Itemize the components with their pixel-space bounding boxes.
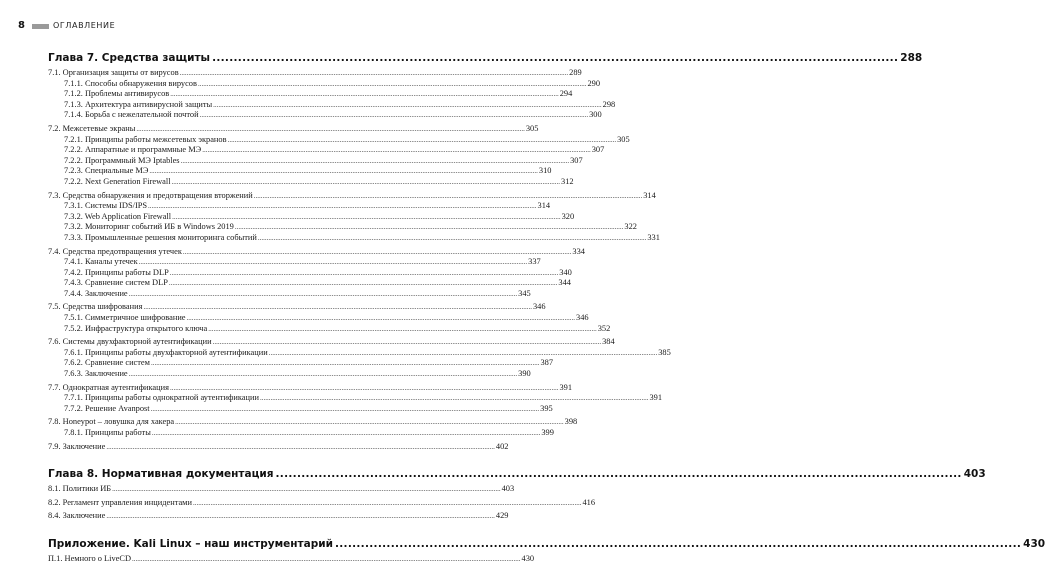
toc-page-number: 403 [963,468,986,481]
toc-subsection [48,403,553,415]
dot-leader [148,201,537,212]
toc-label: 7.3.3. Промышленные решения мониторинга событий [64,232,257,242]
dot-leader [258,233,647,244]
toc-label: 7.7.1. Принципы работы однократной аутентификации [64,393,259,403]
toc-page-number: 402 [495,441,509,451]
toc-page-number: 429 [495,511,509,521]
toc-label: 7.2.3. Специальные МЭ [64,166,149,176]
toc-label: 7.5. Средства шифрования [48,302,143,312]
toc-page-number: 337 [528,257,541,267]
dot-leader [172,212,561,223]
dot-leader [143,302,532,313]
toc-page-number: 334 [572,246,585,256]
dot-leader [260,393,649,404]
dot-leader [213,337,602,348]
toc-page-number: 322 [624,222,637,232]
toc-subsection [48,323,611,335]
toc-subsection [48,369,531,380]
toc-subsection [48,134,630,146]
toc-page-number: 346 [576,313,589,323]
toc-subsection [48,99,616,111]
toc-chapter [48,51,923,65]
toc-page-number: 416 [582,497,596,507]
toc-page-number: 290 [587,78,601,88]
toc-page-number: 305 [525,123,539,133]
dot-leader [198,79,587,90]
toc-label: Приложение. Kali Linux – наш инструментарий [48,537,333,550]
toc-page-number: 298 [602,99,616,109]
toc-label: 7.3. Средства обнаружения и предотвращения вторжений [48,190,253,200]
toc-subsection [48,222,637,233]
toc-page-number: 385 [658,347,671,357]
toc-subsection [48,211,575,223]
dot-leader [170,89,559,100]
toc-subsection [48,278,571,289]
toc-label: 8.4. Заключение [48,511,106,521]
toc-label: 7.1.4. Борьба с нежелательной почтой [64,110,199,120]
toc-label: 7.8. Honeypot – ловушка для хакера [48,417,175,427]
dot-leader [213,100,602,111]
toc-page-number: 294 [559,89,573,99]
toc-label: 7.1.2. Проблемы антивирусов [64,89,170,99]
dot-leader [335,537,1021,551]
toc-page-number: 398 [564,417,578,427]
toc-page-number: 289 [569,68,582,77]
toc-label: 7.4.1. Каналы утечек [64,257,138,267]
toc-subsection [48,428,554,439]
toc-page-number: 391 [559,382,573,392]
dot-leader [129,369,518,380]
toc-section [48,68,582,79]
toc-label: 7.5.1. Симметричное шифрование [64,313,186,323]
toc-page-number: 430 [521,553,535,563]
toc-label: П.1. Немного о LiveCD [48,553,132,563]
toc-label: Глава 7. Средства защиты [48,52,211,64]
toc-label: 7.1.1. Способы обнаружения вирусов [64,78,197,88]
toc-subsection [48,155,583,167]
toc-label: 8.1. Политики ИБ [48,484,112,494]
table-of-contents [48,51,1045,565]
toc-label: 7.8.1. Принципы работы [64,428,151,437]
toc-label: 7.2. Межсетевые экраны [48,123,136,133]
dot-leader [187,313,576,324]
dot-leader [254,191,643,202]
toc-page-number: 387 [540,358,554,368]
dot-leader [170,268,559,279]
page-header [18,20,380,34]
running-header-title: ОГЛАВЛЕНИЕ [53,21,116,30]
toc-chapter [48,537,1045,551]
dot-leader [152,428,541,439]
dot-leader [136,124,525,135]
dot-leader [175,417,564,428]
dot-leader [106,442,495,453]
toc-page-number: 310 [538,166,552,176]
toc-subsection [48,78,601,90]
dot-leader [183,247,572,258]
toc-label: 7.7. Однократная аутентификация [48,382,169,392]
toc-page-number: 340 [559,267,572,277]
toc-subsection [48,110,602,121]
dot-leader [208,324,597,335]
dot-leader [193,498,582,509]
toc-section [48,553,535,565]
toc-page-number: 320 [561,211,575,221]
toc-page-number: 345 [518,288,531,298]
toc-label: 7.4.3. Сравнение систем DLP [64,278,168,288]
toc-subsection [48,176,574,188]
toc-label: 7.3.1. Системы IDS/IPS [64,201,148,211]
dot-leader [170,383,559,394]
toc-label: 7.4.4. Заключение [64,288,128,298]
dot-leader [276,467,962,481]
toc-subsection [48,347,671,359]
dot-leader [172,177,561,188]
toc-section [48,123,539,135]
toc-page-number: 307 [591,145,605,155]
toc-subsection [48,313,589,324]
header-divider [32,24,49,29]
toc-page-number: 395 [540,403,553,413]
toc-section [48,337,615,348]
toc-section [48,441,509,453]
toc-page-number: 352 [597,323,611,333]
toc-section [48,417,578,428]
toc-subsection [48,232,660,244]
toc-subsection [48,145,605,156]
toc-label: 8.2. Регламент управления инцидентами [48,497,192,507]
dot-leader [149,166,538,177]
dot-leader [139,257,528,268]
dot-leader [181,156,570,167]
toc-page-number: 314 [537,201,551,211]
toc-label: 7.1. Организация защиты от вирусов [48,68,179,77]
toc-subsection [48,166,552,177]
toc-subsection [48,267,572,279]
toc-page-number: 344 [558,278,571,288]
toc-label: 7.2.2. Next Generation Firewall [64,176,171,186]
toc-page-number: 403 [501,484,515,494]
dot-leader [200,110,589,121]
dot-leader [269,348,658,359]
dot-leader [106,511,495,522]
toc-section [48,246,585,258]
toc-label: 7.6.2. Сравнение систем [64,358,150,368]
toc-subsection [48,201,551,212]
toc-page-number: 300 [589,110,602,120]
toc-label: 7.2.2. Аппаратные и программные МЭ [64,145,202,155]
toc-page-number: 288 [900,52,923,64]
toc-page-number: 314 [643,190,656,200]
toc-chapter [48,467,986,481]
toc-subsection [48,393,663,404]
toc-subsection [48,257,541,268]
toc-label: 7.2.1. Принципы работы межсетевых экранов [64,134,227,144]
toc-subsection [48,358,554,369]
toc-page-number: 384 [602,337,615,347]
dot-leader [202,145,591,156]
toc-label: 7.7.2. Решение Avanpost [64,403,150,413]
toc-label: 7.5.2. Инфраструктура открытого ключа [64,323,208,333]
dot-leader [212,51,898,65]
toc-label: 7.1.3. Архитектура антивирусной защиты [64,99,213,109]
toc-label: Глава 8. Нормативная документация [48,468,274,481]
dot-leader [228,135,617,146]
page-number: 8 [18,20,25,31]
dot-leader [132,554,521,565]
dot-leader [235,222,624,233]
dot-leader [151,404,540,415]
dot-leader [151,358,540,369]
toc-label: 7.4. Средства предотвращения утечек [48,246,182,256]
toc-subsection [48,89,573,100]
toc-section [48,382,573,394]
toc-section [48,484,515,495]
dot-leader [169,278,558,289]
toc-page-number: 307 [570,155,583,165]
toc-label: 7.3.2. Мониторинг событий ИБ в Windows 2019 [64,222,234,232]
toc-section [48,302,546,313]
toc-label: 7.4.2. Принципы работы DLP [64,267,169,277]
toc-section [48,497,596,509]
toc-page-number: 430 [1023,537,1045,550]
toc-label: 7.6.1. Принципы работы двухфакторной аутентификации [64,347,268,357]
dot-leader [180,68,569,79]
dot-leader [129,289,518,300]
toc-label: 7.6.3. Заключение [64,369,128,379]
toc-page-number: 399 [541,428,554,437]
toc-section [48,190,656,202]
toc-page-number: 312 [561,176,574,186]
toc-page-number: 331 [647,232,660,242]
toc-subsection [48,288,531,300]
toc-label: 7.6. Системы двухфакторной аутентификации [48,337,212,347]
toc-page-number: 391 [649,393,663,403]
toc-label: 7.3.2. Web Application Firewall [64,211,172,221]
toc-label: 7.2.2. Программный МЭ Iptables [64,155,180,165]
toc-page-number: 390 [518,369,531,379]
dot-leader [112,484,501,495]
toc-page-number: 346 [532,302,546,312]
toc-page-number: 305 [617,134,630,144]
toc-section [48,511,509,522]
toc-label: 7.9. Заключение [48,441,106,451]
